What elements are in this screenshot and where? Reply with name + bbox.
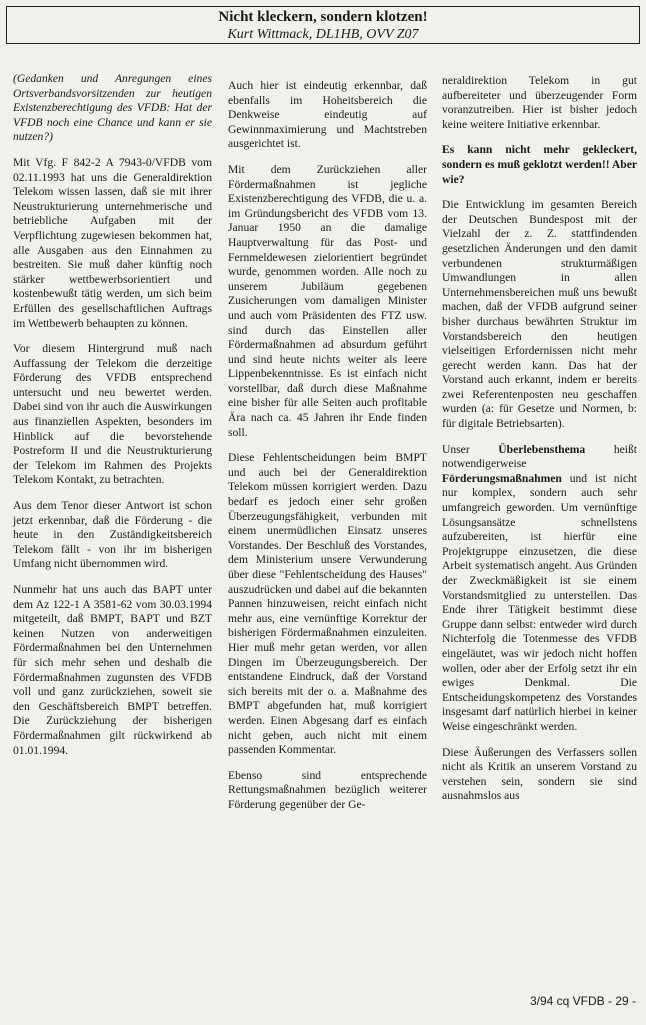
text-run: Unser <box>442 442 499 456</box>
paragraph: Die Entwicklung im gesamten Bereich der Deutschen Bundespost mit der Vielzahl der z. Z. stattfindenden gesetzlichen Änderungen und den damit verbundenen strukturmäßigen Umwandlungen in allen Unternehmensbereichen muß uns bewußt machen, daß der VFDB aufgrund seiner bisher durchaus bewährten Struktur im Vorstandsbereich den heutigen vielseitigen Erfordernissen nicht mehr gerecht werden kann. Das hat der Vorstand auch erkannt, indem er bereits zwei Referentenposten neu geschaffen wurden (a: für Gesetze und Normen, b: für digitale Betriebsarten). <box>442 198 637 431</box>
column-1 <box>13 72 212 769</box>
paragraph: Aus dem Tenor dieser Antwort ist schon jetzt erkennbar, daß die Förderung - die heute in den Zuständigkeitsbereich Telekom fällt - von ihr im bisherigen Umfang nicht übernommen wird. <box>13 499 212 571</box>
page-footer: 3/94 cq VFDB - 29 - <box>529 994 636 1008</box>
paragraph: Vor diesem Hintergrund muß nach Auffassung der Telekom die derzeitige Förderung des VFDB entsprechend untersucht und neu bewertet werden. Dabei sind von ihr auch die Auswirkungen aus finanziellen Aspekten, besonders im Hinblick auf die bevorstehende Postreform II und die Neustrukturierung der Telekom im Rahmen des Projekts Telekom Kontakt, zu betrachten. <box>13 342 212 487</box>
paragraph: Mit Vfg. F 842-2 A 7943-0/VFDB vom 02.11.1993 hat uns die Generaldirektion Telekom wissen lassen, daß sie mit ihrer Neustrukturierung unternehmerische und betriebliche Aufgaben mit der Verpflichtung zugewiesen bekommen hat, alle Ausgaben aus den Einnahmen zu bestreiten. Sie muß daher künftig noch stärker wettbewerbsorientiert und kostenbewußt tätig werden, um sich beim Erfüllen des gesellschaftlichen Auftrags im Wettbewerb behaupten zu können. <box>13 155 212 330</box>
paragraph <box>442 443 637 735</box>
paragraph: Diese Äußerungen des Verfassers sollen nicht als Kritik an unserem Vorstand zu verstehen sein, sondern sie sind ausnahmslos aus <box>442 745 637 803</box>
paragraph: Ebenso sind entsprechende Rettungsmaßnahmen bezüglich weiterer Förderung gegenüber der Ge- <box>228 768 427 811</box>
intro-paragraph: (Gedanken und Anregungen eines Ortsverbandsvorsitzenden zur heutigen Existenzberechtigung des VFDB: Hat der VFDB noch eine Chance und kann er sie nutzen?) <box>13 72 212 144</box>
paragraph: Nunmehr hat uns auch das BAPT unter dem Az 122-1 A 3581-62 vom 30.03.1994 mitgeteilt, daß BMPT, BAPT und BZT keinen Nutzen von anderweitigen Fördermaßnahmen bei den Unternehmen für sich mehr sehen und deshalb die Fördermaßnahmen zugunsten des VFDB voll und ganz zurückziehen, soweit sie den Geschäftsbereich BMPT betreffen. Die Zurückziehung der bisherigen Fördermaßnahmen gilt rückwirkend ab 01.01.1994. <box>13 583 212 757</box>
column-2 <box>228 79 427 824</box>
emphasis-text: Förderungsmaßnahmen <box>442 471 562 485</box>
article-title: Nicht kleckern, sondern klotzen! <box>218 9 428 25</box>
column-3 <box>442 74 637 815</box>
paragraph: Diese Fehlentscheidungen beim BMPT und auch bei der Generaldirektion Telekom müssen korrigiert werden. Dazu bedarf es jedoch einer sehr großen Überzeugungsfähigkeit, verbunden mit einem unermüdlichen Einsatz unseres Vorstandes. Der Beschluß des Vorstandes, dem Ministerium unsere Verwunderung über diese "Fehlentscheidung des Hauses" auszudrücken und dabei auf die bekannten Pannen hinzuweisen, reicht einfach nicht mehr aus, eine vernünftige Korrektur der bisherigen Fördermaßnahmen einzuleiten. Hier muß mehr getan werden, vor allen Dingen im Überzeugungsbereich. Der entstandene Eindruck, daß der Vorstand sich bereits mit der o. a. Maßnahme des BMPT abgefunden hat, muß korrigiert werden. Einen Abgesang darf es einfach nicht geben, auch nicht mit einem passenden Kommentar. <box>228 451 427 757</box>
emphasis-text: Überlebensthema <box>498 442 586 456</box>
paragraph: Auch hier ist eindeutig erkennbar, daß ebenfalls im Hoheitsbereich die Denkweise eindeutig auf Gewinnmaximierung und Machtstreben ausgerichtet ist. <box>228 79 427 151</box>
article-title-box <box>6 6 640 44</box>
text-run: heißt notwendigerweise <box>442 442 637 471</box>
paragraph: Mit dem Zurückziehen aller Fördermaßnahmen ist jegliche Existenzberechtigung des VFDB, die u. a. im Gründungsbericht des VFDB vom 13. Januar 1950 an die damalige Hauptverwaltung für das Post- und Fernmeldewesen zielorientiert begründet wurde, genommen worden. Alle noch zu unserem Jubiläum gegebenen Zusicherungen vom damaligen Minister und auch vom Präsidenten des FTZ usw. sind durch das Einstellen aller Fördermaßnahmen ad absurdum geführt und sind heute nichts weiter als leere Lippenbekenntnisse. Es ist einfach nicht vorstellbar, daß durch diese Maßnahme eine bisher für alle Seiten auch profitable Ära nach ca. 45 Jahren ihr Ende finden soll. <box>228 162 427 439</box>
paragraph: neraldirektion Telekom in gut aufbereiteter und überzeugender Form voranzutreiben. Hier ist bisher jedoch keine weitere Initiative erkennbar. <box>442 74 637 131</box>
text-run: und ist nicht nur komplex, sondern auch sehr umfangreich geworden. Um vernünftige Lösungsansätze schnellstens aufzubereiten, ist hierfür eine Projektgruppe einzusetzen, die diese Arbeit systematisch angeht. Aus Gründen der Zweckmäßigkeit ist sie einem Vorstandsmitglied zu unterstellen. Das Ende ihrer Tätigkeit bestimmt diese Gruppe dann selbst: entweder wird durch Nichterfolg die Totenmesse des VFDB eingeläutet, was wir jedoch nicht hoffen wollen, oder aber der Erfolg setzt ihr ein ewiges Denkmal. Die Entscheidungskompetenz des Vorstandes insgesamt darf natürlich hierbei in keiner Weise eingeschränkt werden. <box>442 471 637 733</box>
article-author: Kurt Wittmack, DL1HB, OVV Z07 <box>227 27 419 42</box>
section-heading: Es kann nicht mehr gekleckert, sondern es muß geklotzt werden!! Aber wie? <box>442 143 637 186</box>
